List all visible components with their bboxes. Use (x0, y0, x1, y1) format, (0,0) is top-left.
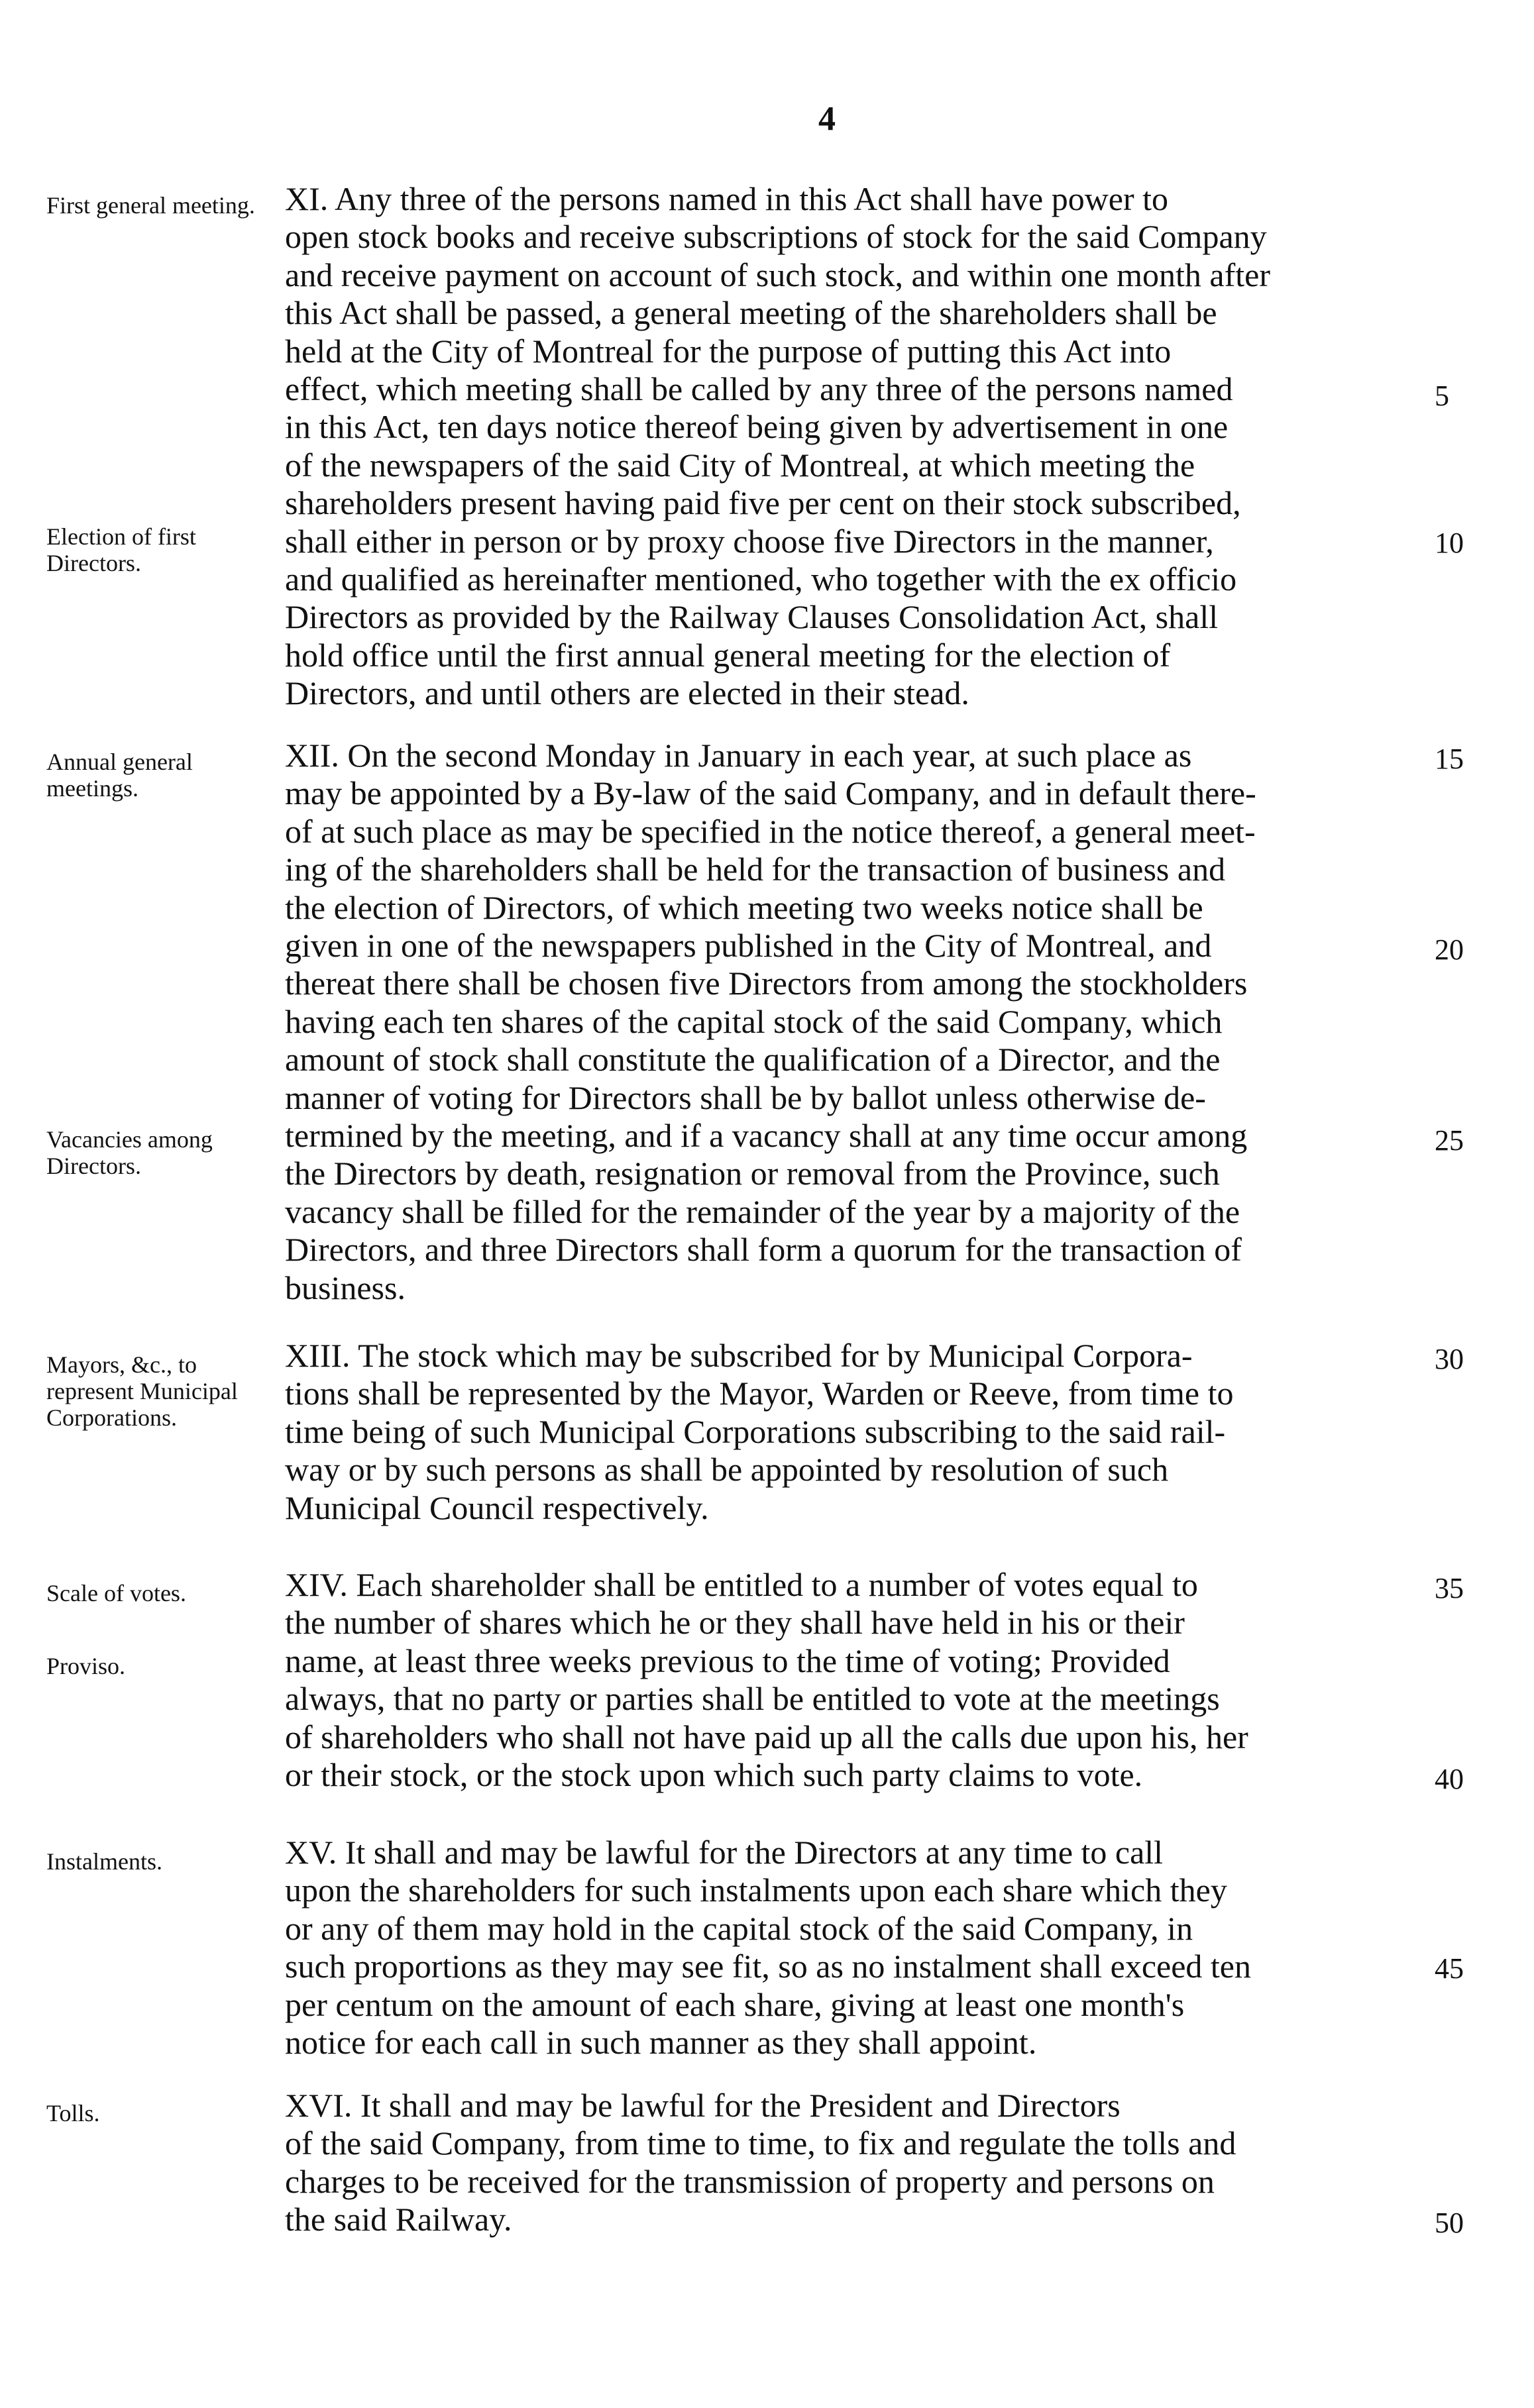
text-line: XIII. The stock which may be subscribed for by Municipal Corpora- (285, 1337, 1193, 1374)
text-line: shall either in person or by proxy choose five Directors in the manner, (285, 522, 1214, 560)
text-line: open stock books and receive subscriptions of stock for the said Company (285, 218, 1267, 256)
text-line: of the newspapers of the said City of Montreal, at which meeting the (285, 446, 1195, 484)
text-line: effect, which meeting shall be called by any three of the persons named (285, 370, 1233, 408)
line-number: 15 (1435, 743, 1464, 775)
margin-note-municipal-corporations: Mayors, &c., to represent Municipal Corporations. (46, 1351, 238, 1431)
margin-note-election-of-first-directors: Election of first Directors. (46, 523, 196, 576)
text-line: XII. On the second Monday in January in each year, at such place as (285, 737, 1192, 774)
line-number: 40 (1435, 1763, 1464, 1795)
text-line: tions shall be represented by the Mayor, Warden or Reeve, from time to (285, 1375, 1234, 1412)
line-number: 35 (1435, 1572, 1464, 1604)
margin-note-first-general-meeting: First general meeting. (46, 192, 255, 219)
line-number: 5 (1435, 380, 1449, 412)
text-line: and receive payment on account of such stock, and within one month after (285, 256, 1271, 293)
text-line: vacancy shall be filled for the remainder of the year by a majority of the (285, 1192, 1240, 1230)
page-number: 4 (818, 100, 836, 138)
line-number: 25 (1435, 1124, 1464, 1157)
text-line: shareholders present having paid five per cent on their stock subscribed, (285, 484, 1241, 522)
text-line: manner of voting for Directors shall be by ballot unless otherwise de- (285, 1078, 1206, 1116)
section-xiv (285, 1566, 1411, 1794)
text-line: held at the City of Montreal for the purpose of putting this Act into (285, 332, 1172, 370)
margin-note-tolls: Tolls. (46, 2100, 100, 2126)
section-xvi (285, 2087, 1411, 2239)
text-line: name, at least three weeks previous to the time of voting; Provided (285, 1642, 1170, 1679)
text-line: the said Railway. (285, 2201, 512, 2238)
line-number: 45 (1435, 1952, 1464, 1985)
text-line: and qualified as hereinafter mentioned, who together with the ex officio (285, 560, 1237, 598)
section-xi (285, 180, 1411, 713)
text-line: of the said Company, from time to time, to fix and regulate the tolls and (285, 2124, 1236, 2162)
text-line: XV. It shall and may be lawful for the Directors at any time to call (285, 1834, 1164, 1871)
margin-note-vacancies-among-directors: Vacancies among Directors. (46, 1126, 213, 1179)
text-line: such proportions as they may see fit, so as no instalment shall exceed ten (285, 1948, 1251, 1985)
margin-note-proviso: Proviso. (46, 1653, 126, 1679)
text-line: XIV. Each shareholder shall be entitled to a number of votes equal to (285, 1566, 1198, 1603)
text-line: amount of stock shall constitute the qualification of a Director, and the (285, 1041, 1221, 1078)
text-line: given in one of the newspapers published in the City of Montreal, and (285, 927, 1212, 965)
section-xv (285, 1834, 1411, 2062)
text-line: the number of shares which he or they shall have held in his or their (285, 1604, 1185, 1642)
text-line: Directors, and until others are elected in their stead. (285, 674, 969, 712)
text-line: this Act shall be passed, a general meeting of the shareholders shall be (285, 294, 1217, 332)
text-line: way or by such persons as shall be appointed by resolution of such (285, 1451, 1169, 1489)
text-line: or their stock, or the stock upon which such party claims to vote. (285, 1756, 1143, 1794)
section-xiii (285, 1337, 1411, 1527)
margin-note-annual-general-meetings: Annual general meetings. (46, 749, 193, 802)
text-line: charges to be received for the transmission of property and persons on (285, 2162, 1215, 2200)
text-line: may be appointed by a By-law of the said Company, and in default there- (285, 774, 1256, 812)
text-line: time being of such Municipal Corporations subscribing to the said rail- (285, 1412, 1226, 1450)
text-line: in this Act, ten days notice thereof being given by advertisement in one (285, 408, 1229, 446)
text-line: XI. Any three of the persons named in this Act shall have power to (285, 180, 1169, 217)
text-line: the Directors by death, resignation or removal from the Province, such (285, 1155, 1220, 1192)
margin-note-instalments: Instalments. (46, 1848, 162, 1875)
section-xii (285, 737, 1411, 1307)
margin-note-scale-of-votes: Scale of votes. (46, 1580, 186, 1606)
text-line: of at such place as may be specified in the notice thereof, a general meet- (285, 812, 1256, 850)
line-number: 20 (1435, 933, 1464, 966)
text-line: of shareholders who shall not have paid up all the calls due upon his, her (285, 1718, 1248, 1755)
text-line: termined by the meeting, and if a vacancy shall at any time occur among (285, 1117, 1248, 1155)
text-line: business. (285, 1269, 406, 1306)
text-line: notice for each call in such manner as they shall appoint. (285, 2024, 1037, 2062)
text-line: Directors as provided by the Railway Clauses Consolidation Act, shall (285, 598, 1219, 636)
text-line: hold office until the first annual general meeting for the election of (285, 636, 1171, 674)
text-line: having each ten shares of the capital stock of the said Company, which (285, 1002, 1223, 1040)
text-line: Municipal Council respectively. (285, 1489, 709, 1526)
line-number: 50 (1435, 2207, 1464, 2239)
text-line: per centum on the amount of each share, giving at least one month's (285, 1985, 1185, 2023)
line-number: 10 (1435, 527, 1464, 559)
text-line: thereat there shall be chosen five Directors from among the stockholders (285, 965, 1248, 1002)
text-line: ing of the shareholders shall be held for the transaction of business and (285, 851, 1226, 888)
text-line: upon the shareholders for such instalments upon each share which they (285, 1871, 1227, 1909)
text-line: or any of them may hold in the capital stock of the said Company, in (285, 1909, 1193, 1947)
text-line: XVI. It shall and may be lawful for the President and Directors (285, 2087, 1121, 2124)
text-line: the election of Directors, of which meeting two weeks notice shall be (285, 888, 1203, 926)
text-line: Directors, and three Directors shall form a quorum for the transaction of (285, 1231, 1242, 1269)
text-line: always, that no party or parties shall be entitled to vote at the meetings (285, 1680, 1220, 1718)
line-number: 30 (1435, 1343, 1464, 1375)
